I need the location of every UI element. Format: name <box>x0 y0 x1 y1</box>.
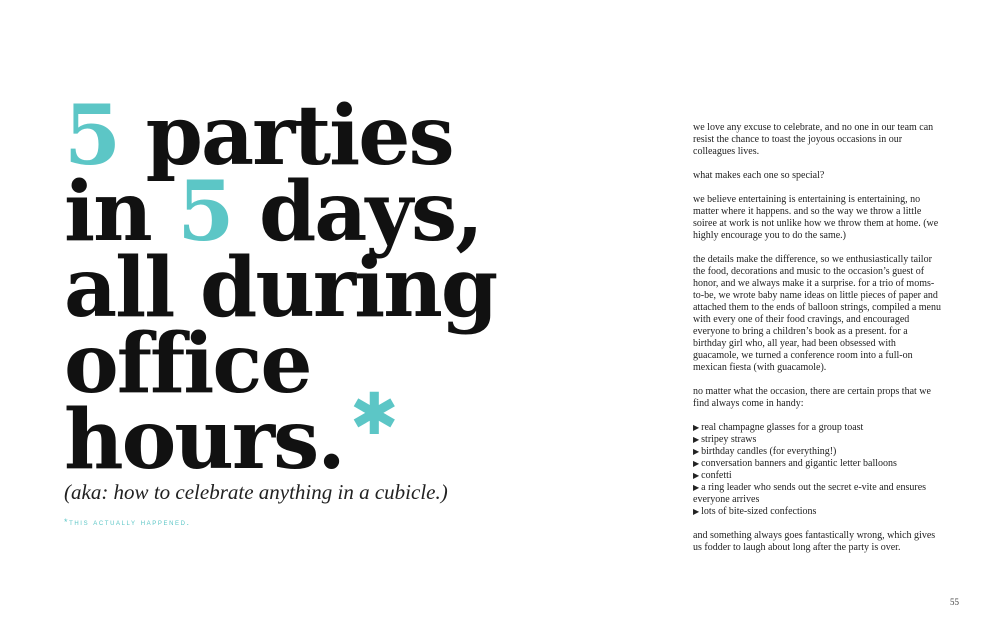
list-item <box>693 446 943 458</box>
headline-line-5 <box>64 380 496 488</box>
triangle-bullet-icon: ▶ <box>693 471 700 480</box>
list-item <box>693 458 943 470</box>
headline-text: hours. <box>64 392 344 488</box>
headline-text: parties <box>119 88 453 184</box>
headline-line-3: all during <box>64 240 497 336</box>
paragraph-intro: we love any excuse to celebrate, and no one in our team can resist the chance to toast the joyous occasions in our colleagues lives. <box>693 122 934 157</box>
list-item-text: real champagne glasses for a group toast <box>701 422 864 433</box>
asterisk-icon: ✱ <box>349 380 397 448</box>
list-item <box>693 434 943 446</box>
footnote: *this actually happened. <box>64 517 191 527</box>
triangle-bullet-icon: ▶ <box>693 507 700 516</box>
triangle-bullet-icon: ▶ <box>693 423 700 432</box>
paragraph-props-intro: no matter what the occasion, there are certain props that we find always come in handy: <box>693 386 931 409</box>
paragraph-question: what makes each one so special? <box>693 170 825 181</box>
list-item-text: conversation banners and gigantic letter balloons <box>701 458 897 469</box>
right-page <box>500 0 1000 643</box>
headline-line-1 <box>64 88 496 184</box>
headline-line-2 <box>64 164 496 260</box>
list-item-text: confetti <box>701 470 732 481</box>
paragraph-details: the details make the difference, so we enthusiastically tailor the food, decorations and music to the occasion’s guest of honor, and we always make it a surprise. for a trio of moms-to-be, we wrote baby name ideas on little pieces of paper and attached them to the ends of balloon strings, compiled a menu with every one of their food cravings, and encouraged everyone to bring a children’s book as a present. for a birthday girl who, all year, had been obsessed with guacamole, we turned a conference room into a full-on mexican fiesta (with guacamole). <box>693 254 941 373</box>
list-item-text: a ring leader who sends out the secret e-vite and ensures everyone arrives <box>693 482 927 505</box>
headline-text: days, <box>232 164 482 260</box>
list-item <box>693 482 943 506</box>
triangle-bullet-icon: ▶ <box>693 483 700 492</box>
page-number: 55 <box>950 597 959 607</box>
paragraph-closing: and something always goes fantastically wrong, which gives us fodder to laugh about long after the party is over. <box>693 530 936 553</box>
subtitle: (aka: how to celebrate anything in a cubicle.) <box>64 480 448 504</box>
triangle-bullet-icon: ▶ <box>693 459 700 468</box>
props-list <box>693 422 943 518</box>
triangle-bullet-icon: ▶ <box>693 447 700 456</box>
headline-text: in <box>64 164 178 260</box>
headline-number: 5 <box>64 88 120 184</box>
list-item <box>693 506 943 518</box>
headline-number: 5 <box>177 164 233 260</box>
list-item <box>693 422 943 434</box>
paragraph-philosophy: we believe entertaining is entertaining is entertaining, no matter where it happens. and so the way we throw a little soiree at work is not unlike how we throw them at home. (we highly encourage you to do the same.) <box>693 194 939 241</box>
list-item-text: birthday candles (for everything!) <box>701 446 837 457</box>
list-item-text: stripey straws <box>701 434 757 445</box>
list-item-text: lots of bite-sized confections <box>701 506 817 517</box>
triangle-bullet-icon: ▶ <box>693 435 700 444</box>
headline <box>64 88 497 488</box>
list-item <box>693 470 943 482</box>
body-text <box>693 122 943 566</box>
headline-line-4: office <box>64 316 311 412</box>
